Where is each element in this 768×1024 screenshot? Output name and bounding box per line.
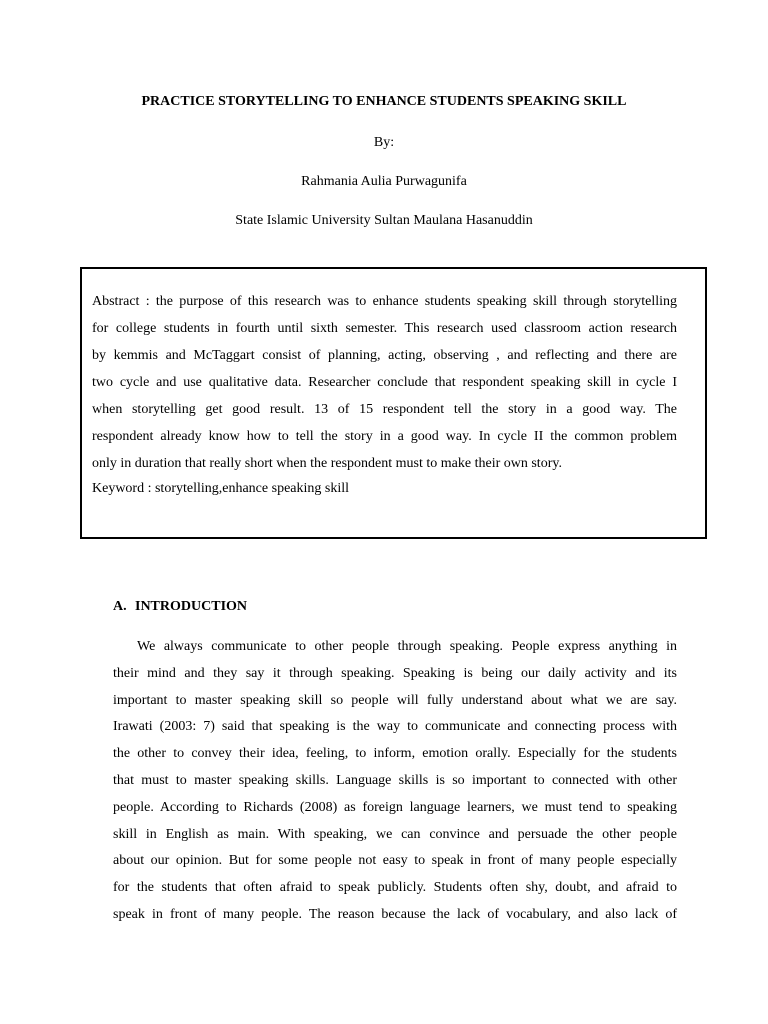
paragraph-line: about our opinion. But for some people not easy to speak in front of many people especially	[113, 853, 677, 869]
paragraph-line: for the students that often afraid to speak publicly. Students often shy, doubt, and afraid to	[113, 880, 677, 896]
abstract-line: when storytelling get good result. 13 of 15 respondent tell the story in a good way. The	[92, 402, 677, 417]
abstract-line: only in duration that really short when the respondent must to make their own story.	[92, 456, 562, 471]
abstract-line: by kemmis and McTaggart consist of planning, acting, observing , and reflecting and there are	[92, 348, 677, 363]
paragraph-line: their mind and they say it through speaking. Speaking is being our daily activity and its	[113, 665, 677, 681]
abstract-keywords: Keyword : storytelling,enhance speaking skill	[92, 481, 349, 496]
section-marker: A.	[113, 599, 127, 614]
paragraph-line: people. According to Richards (2008) as foreign language learners, we must tend to speaking	[113, 799, 677, 815]
abstract-line: two cycle and use qualitative data. Researcher conclude that respondent speaking skill in cycle I	[92, 375, 677, 390]
paragraph-line: skill in English as main. With speaking, we can convince and persuade the other people	[113, 826, 677, 842]
paper-title: PRACTICE STORYTELLING TO ENHANCE STUDENTS SPEAKING SKILL	[141, 94, 627, 109]
abstract-box	[80, 267, 707, 539]
abstract-line: Abstract : the purpose of this research was to enhance students speaking skill through storytelling	[92, 294, 677, 309]
section-heading	[113, 598, 247, 616]
paragraph-line: the other to convey their idea, feeling, to inform, emotion orally. Especially for the students	[113, 746, 677, 762]
paragraph-line: important to master speaking skill so people will fully understand about what we are say.	[113, 692, 677, 708]
section-title: INTRODUCTION	[135, 599, 248, 614]
paragraph-line: Irawati (2003: 7) said that speaking is the way to communicate and connecting process with	[113, 719, 677, 735]
author-name: Rahmania Aulia Purwagunifa	[301, 174, 467, 189]
abstract-line: for college students in fourth until sixth semester. This research used classroom action research	[92, 321, 677, 336]
abstract-line: respondent already know how to tell the story in a good way. In cycle II the common problem	[92, 429, 677, 444]
paragraph-line: that must to master speaking skills. Language skills is so important to connected with other	[113, 772, 677, 788]
paragraph-line: We always communicate to other people through speaking. People express anything in	[137, 639, 677, 654]
by-label: By:	[373, 135, 395, 150]
introduction-paragraph	[113, 634, 677, 929]
author-affiliation: State Islamic University Sultan Maulana Hasanuddin	[235, 213, 533, 228]
paragraph-line: speak in front of many people. The reason because the lack of vocabulary, and also lack of	[113, 906, 677, 922]
